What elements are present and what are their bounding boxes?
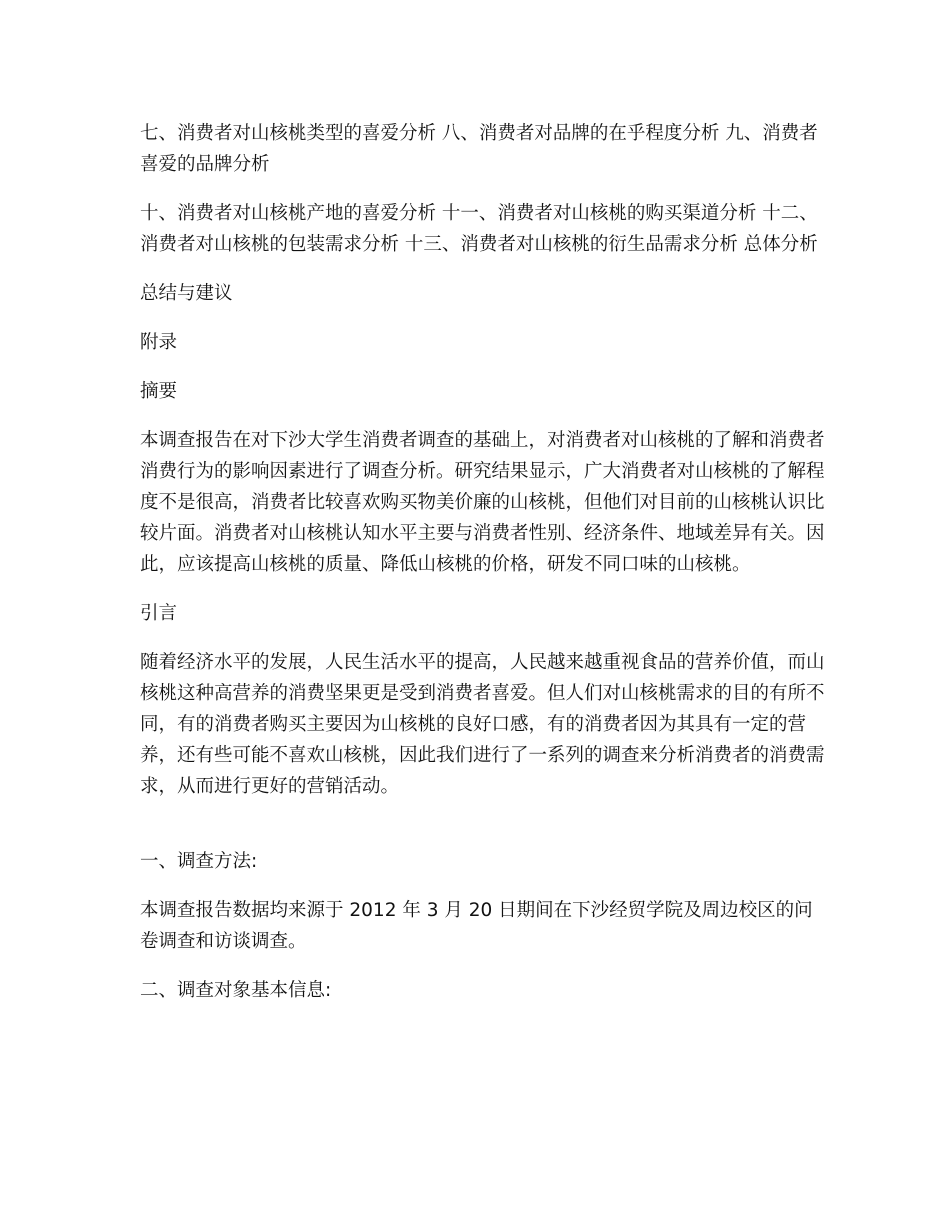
toc-appendix: 附录 [140,332,178,353]
section2-heading: 二、调查对象基本信息: [140,980,332,1001]
toc-summary: 总结与建议 [140,283,233,304]
section1-body: 本调查报告数据均来源于 2012 年 3 月 20 日期间在下沙经贸学院及周边校区的问卷调查和访谈调查。 [140,900,813,952]
toc-line-2: 十、消费者对山核桃产地的喜爱分析 十一、消费者对山核桃的购买渠道分析 十二、消费者对山核桃的包装需求分析 十三、消费者对山核桃的衍生品需求分析 总体分析 [140,203,818,255]
toc-line-1: 七、消费者对山核桃类型的喜爱分析 八、消费者对品牌的在乎程度分析 九、消费者喜爱的品牌分析 [140,123,818,175]
intro-heading: 引言 [140,603,178,624]
document-content [140,118,830,1024]
section1-heading: 一、调查方法: [140,851,258,872]
abstract-heading: 摘要 [140,381,178,402]
abstract-body: 本调查报告在对下沙大学生消费者调查的基础上，对消费者对山核桃的了解和消费者消费行为的影响因素进行了调查分析。研究结果显示，广大消费者对山核桃的了解程度不是很高，消费者比较喜欢购买物美价廉的山核桃，但他们对目前的山核桃认识比较片面。消费者对山核桃认知水平主要与消费者性别、经济条件、地域差异有关。因此，应该提高山核桃的质量、降低山核桃的价格，研发不同口味的山核桃。 [140,430,825,575]
intro-body: 随着经济水平的发展，人民生活水平的提高，人民越来越重视食品的营养价值，而山核桃这种高营养的消费坚果更是受到消费者喜爱。但人们对山核桃需求的目的有所不同，有的消费者购买主要因为山核桃的良好口感，有的消费者因为其具有一定的营养，还有些可能不喜欢山核桃，因此我们进行了一系列的调查来分析消费者的消费需求，从而进行更好的营销活动。 [140,652,825,797]
